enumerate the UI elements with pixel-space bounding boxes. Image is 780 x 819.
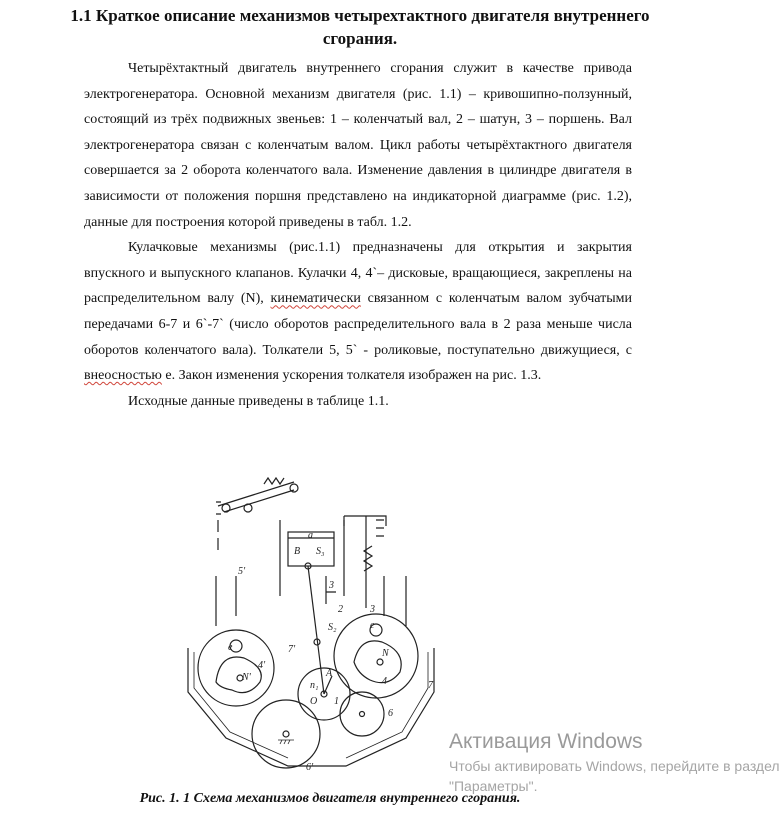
- label-l-s2: S₂: [328, 622, 337, 633]
- label-l-o: О: [310, 696, 318, 707]
- gear-6: [340, 692, 384, 736]
- label-l-n: N: [382, 648, 389, 659]
- paragraph-2-part-a: Кулачковые механизмы (рис.1.1) предназначены для открытия и закрытия впускного и выпускного клапанов. Кулачки 4, 4`– дисковые, вращающиеся, закреплены на распределительном валу (N),: [84, 240, 632, 307]
- cylinder: [218, 520, 344, 604]
- label-l-2: 2: [338, 604, 343, 615]
- label-l-7p: 7': [288, 644, 296, 655]
- paragraph-3: Исходные данные приведены в таблице 1.1.: [128, 393, 389, 409]
- label-l-1: 1: [334, 696, 339, 707]
- rocker-arm: [216, 478, 298, 514]
- camshaft-gear-right: [334, 614, 418, 698]
- paragraph-2-part-e: е. Закон изменения ускорения толкателя изображен на рис. 1.3.: [161, 368, 542, 384]
- label-l-e2: e: [228, 642, 233, 653]
- label-l-np: N': [242, 672, 251, 683]
- gear-6-prime: [252, 700, 320, 768]
- section-heading: 1.1 Краткое описание механизмов четырехтактного двигателя внутреннего сгорания.: [70, 6, 650, 48]
- spellcheck-word-kinematically[interactable]: кинематически: [270, 291, 361, 307]
- paragraph-2-part-c: связанном с коленчатым валом зубчатыми передачами 6-7 и 6`-7` (число оборотов распределительного вала в 2 раза меньше числа оборотов коленчатого вала). Толкатели 5, 5` - роликовые, поступательно движущиеся, с: [84, 291, 632, 358]
- activation-title: Активация Windows: [449, 730, 643, 753]
- figure-caption: Рис. 1. 1 Схема механизмов двигателя внутреннего сгорания.: [139, 791, 521, 806]
- label-l-b: В: [294, 546, 301, 557]
- label-l-e1: e: [370, 620, 375, 631]
- spellcheck-word-offset[interactable]: внеосностью: [84, 368, 162, 384]
- label-l-4p: 4': [258, 660, 266, 671]
- activation-subtitle: Чтобы активировать Windows, перейдите в раздел: [449, 758, 780, 774]
- body-text: [84, 56, 632, 414]
- label-l-a0: а: [308, 530, 313, 541]
- label-l-4: 4: [382, 676, 387, 687]
- label-l-s3: S₃: [316, 546, 325, 557]
- crank-gear-center: [298, 668, 350, 720]
- label-l-5p: 5': [238, 566, 246, 577]
- engine-mechanism-diagram: [176, 476, 456, 776]
- paragraph-2: [84, 235, 632, 389]
- label-l-a: А: [326, 668, 333, 679]
- activation-subtitle-line2: "Параметры".: [449, 778, 538, 794]
- paragraph-1: Четырёхтактный двигатель внутреннего сгорания служит в качестве привода электрогенератора. Основной механизм двигателя (рис. 1.1) – кривошипно-ползунный, состоящий из трёх подвижных звеньев: 1 – коленчатый вал, 2 – шатун, 3 – поршень. Вал электрогенератора связан с коленчатым валом. Цикл работы четырёхтактного двигателя совершается за 2 оборота коленчатого вала. Изменение давления в цилиндре двигателя в зависимости от положения поршня представлено на индикаторной диаграмме (рис. 1.2), данные для построения которой приведены в табл. 1.2.: [84, 61, 632, 230]
- label-l-6p: 6': [306, 762, 314, 773]
- windows-activation-watermark: [449, 728, 780, 796]
- label-l-6: 6: [388, 708, 393, 719]
- label-l-7: 7: [428, 680, 433, 691]
- exhaust-valve-guide: [344, 516, 386, 608]
- label-l-3: 3: [329, 580, 334, 591]
- label-l-n1: n₁: [310, 680, 319, 691]
- label-l-3b: 3: [370, 604, 375, 615]
